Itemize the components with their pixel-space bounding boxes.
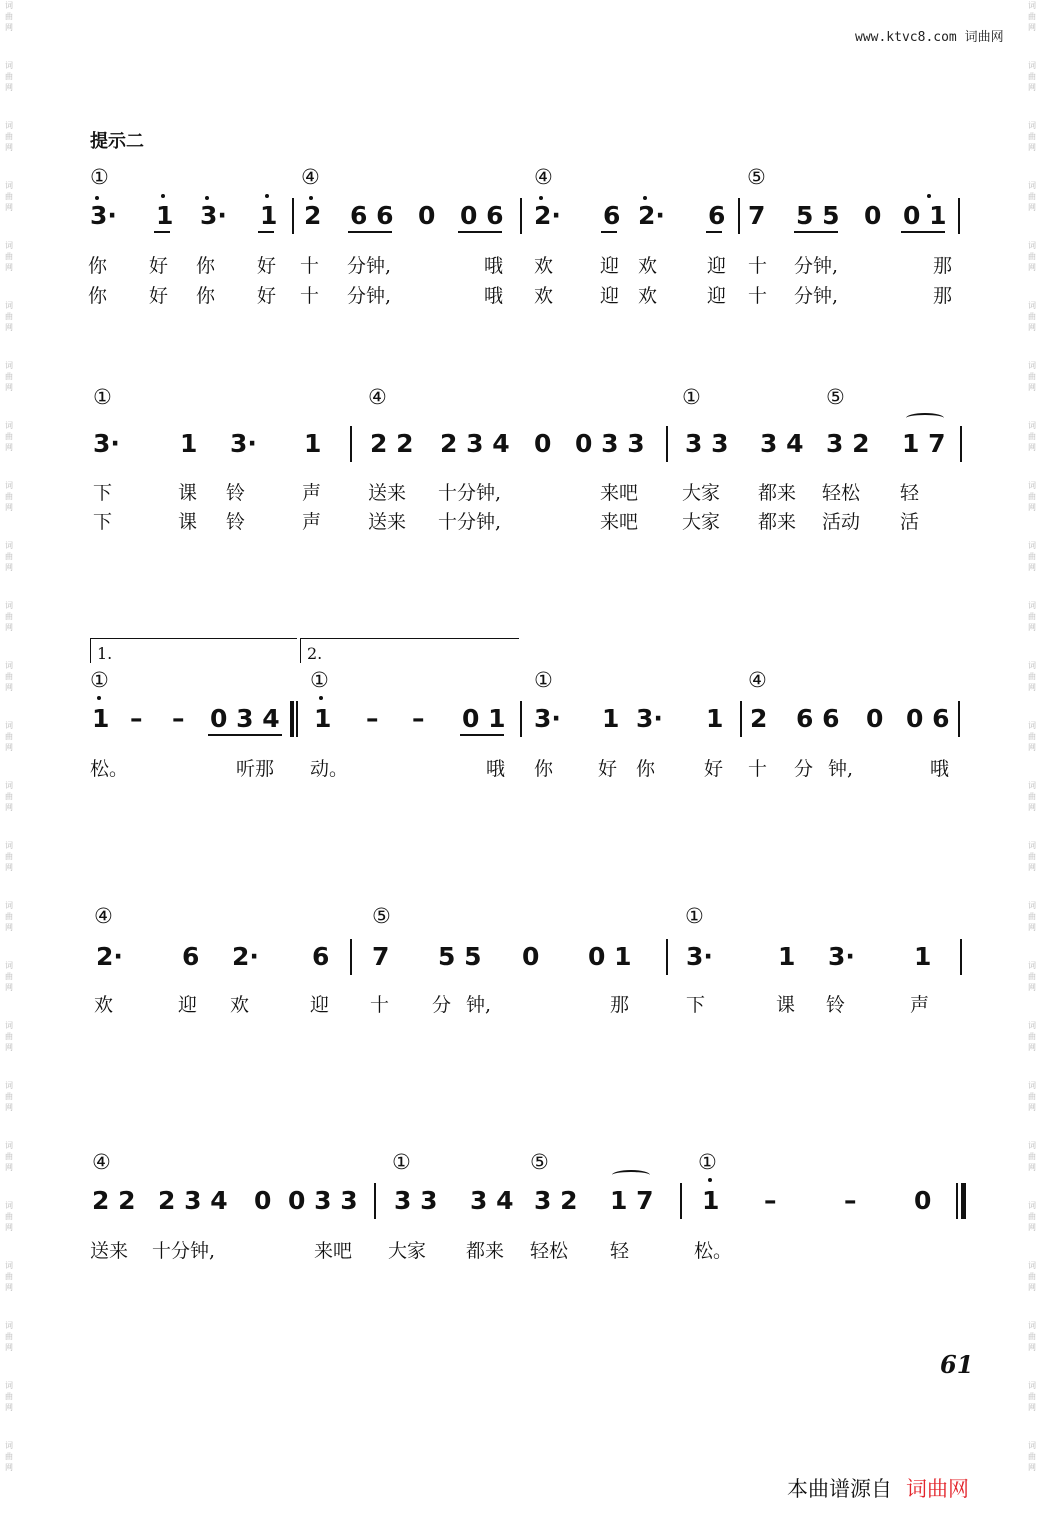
- note: –: [172, 704, 185, 733]
- lyric: 分钟,: [347, 255, 392, 277]
- lyric: 欢: [638, 255, 658, 277]
- note: 0 1: [903, 201, 947, 230]
- note: 0: [254, 1186, 272, 1215]
- octave-dot: [643, 196, 647, 200]
- side-watermark-text: 词 曲 网: [1028, 1261, 1036, 1292]
- lyric: 好: [257, 285, 277, 307]
- repeat-end-barline: [290, 701, 294, 737]
- lyric: 十: [300, 285, 320, 307]
- side-watermark-text: 词 曲 网: [5, 1321, 13, 1352]
- octave-dot: [97, 696, 101, 700]
- note: 3 4: [760, 429, 804, 458]
- note: 6: [312, 942, 330, 971]
- lyric: 那: [933, 255, 953, 277]
- chord-mark: ④: [92, 1150, 111, 1174]
- note: 1: [260, 201, 278, 230]
- lyric: 你: [88, 285, 108, 307]
- side-watermark-text: 词 曲 网: [5, 481, 13, 512]
- note: 2: [304, 201, 322, 230]
- side-watermark-text: 词 曲 网: [1028, 1321, 1036, 1352]
- lyric: 十: [300, 255, 320, 277]
- side-watermark-text: 词 曲 网: [1028, 961, 1036, 992]
- note: 1 7: [610, 1186, 654, 1215]
- lyric: 动。: [310, 758, 349, 780]
- final-barline: [956, 1183, 958, 1219]
- note: 0: [864, 201, 882, 230]
- octave-dot: [927, 194, 931, 198]
- lyric: 好: [598, 758, 618, 780]
- lyric: 送来: [368, 482, 407, 504]
- underline: [901, 231, 945, 233]
- lyric: 松。: [694, 1240, 733, 1262]
- underline: [794, 231, 838, 233]
- side-watermark-text: 词 曲 网: [1028, 421, 1036, 452]
- octave-dot: [205, 196, 209, 200]
- note: 3·: [200, 201, 227, 230]
- lyric: 活动: [822, 511, 861, 533]
- side-watermark-text: 词 曲 网: [5, 961, 13, 992]
- note: 1 7: [902, 429, 946, 458]
- lyric: 哦: [486, 758, 506, 780]
- site-brand-text: 词曲网: [964, 30, 1004, 45]
- note: 6 6: [350, 201, 394, 230]
- right-watermark-strip: [1023, 0, 1041, 1530]
- chord-mark: ④: [301, 165, 320, 189]
- barline: [960, 939, 962, 975]
- side-watermark-text: 词 曲 网: [1028, 721, 1036, 752]
- barline: [958, 701, 960, 737]
- note: 1: [180, 429, 198, 458]
- lyric: 哦: [930, 758, 950, 780]
- lyric: 铃: [826, 994, 846, 1016]
- side-watermark-text: 词 曲 网: [1028, 1141, 1036, 1172]
- note: 6: [182, 942, 200, 971]
- note: 0 3 3: [575, 429, 645, 458]
- side-watermark-text: 词 曲 网: [5, 841, 13, 872]
- lyric: 钟,: [828, 758, 854, 780]
- note: 3·: [93, 429, 120, 458]
- lyric: 大家: [682, 511, 721, 533]
- volta-bracket-2: [300, 638, 519, 663]
- lyric: 迎: [178, 994, 198, 1016]
- underline: [460, 734, 504, 736]
- lyric: 你: [196, 285, 216, 307]
- side-watermark-text: 词 曲 网: [1028, 541, 1036, 572]
- lyric: 分钟,: [794, 255, 839, 277]
- lyric: 送来: [90, 1240, 129, 1262]
- note: –: [412, 704, 425, 733]
- chord-mark: ④: [534, 165, 553, 189]
- side-watermark-text: 词 曲 网: [5, 781, 13, 812]
- note: 3 3: [685, 429, 729, 458]
- lyric: 十分钟,: [438, 482, 502, 504]
- barline: [374, 1183, 376, 1219]
- lyric: 下: [93, 511, 113, 533]
- volta-label: 1.: [97, 644, 113, 663]
- lyric: 都来: [758, 511, 797, 533]
- lyric: 迎: [707, 255, 727, 277]
- lyric: 你: [88, 255, 108, 277]
- lyric: 欢: [534, 255, 554, 277]
- side-watermark-text: 词 曲 网: [1028, 241, 1036, 272]
- lyric: 哦: [484, 255, 504, 277]
- lyric: 你: [534, 758, 554, 780]
- note: 6: [708, 201, 726, 230]
- barline: [292, 198, 294, 234]
- barline: [520, 701, 522, 737]
- lyric: 好: [257, 255, 277, 277]
- note: 0: [534, 429, 552, 458]
- score-system-5: [88, 1150, 968, 1290]
- lyric: 来吧: [314, 1240, 353, 1262]
- chord-mark: ①: [93, 385, 112, 409]
- chord-mark: ④: [368, 385, 387, 409]
- note: 2 3 4: [158, 1186, 228, 1215]
- side-watermark-text: 词 曲 网: [1028, 1081, 1036, 1112]
- note: 3 2: [826, 429, 870, 458]
- chord-mark: ①: [698, 1150, 717, 1174]
- underline: [154, 231, 170, 233]
- note: 3 3: [394, 1186, 438, 1215]
- lyric: 欢: [638, 285, 658, 307]
- underline: [601, 231, 617, 233]
- lyric: 你: [636, 758, 656, 780]
- note: 0 3 3: [288, 1186, 358, 1215]
- side-watermark-text: 词 曲 网: [5, 1021, 13, 1052]
- note: 0 6: [906, 704, 950, 733]
- side-watermark-text: 词 曲 网: [1028, 61, 1036, 92]
- octave-dot: [265, 194, 269, 198]
- lyric: 分: [432, 994, 452, 1016]
- chord-mark: ④: [94, 904, 113, 928]
- note: 1: [304, 429, 322, 458]
- score-system-2: [88, 385, 968, 533]
- chord-mark: ⑤: [826, 385, 845, 409]
- lyric: 轻松: [530, 1240, 569, 1262]
- underline: [208, 734, 282, 736]
- side-watermark-text: 词 曲 网: [5, 1141, 13, 1172]
- final-barline: [961, 1183, 966, 1219]
- side-watermark-text: 词 曲 网: [5, 901, 13, 932]
- octave-dot: [309, 196, 313, 200]
- side-watermark-text: 词 曲 网: [5, 661, 13, 692]
- underline: [258, 231, 274, 233]
- page-number: 61: [940, 1350, 974, 1379]
- note: 3 4: [470, 1186, 514, 1215]
- note: 0 3 4: [210, 704, 280, 733]
- lyric: 声: [910, 994, 930, 1016]
- lyric: 来吧: [600, 482, 639, 504]
- note: 6 6: [796, 704, 840, 733]
- lyric: 铃: [226, 482, 246, 504]
- tie-slur: [612, 1170, 650, 1180]
- note: 3·: [686, 942, 713, 971]
- note: 7: [748, 201, 766, 230]
- footer-prefix: 本曲谱源自: [787, 1477, 892, 1501]
- side-watermark-text: 词 曲 网: [5, 241, 13, 272]
- side-watermark-text: 词 曲 网: [1028, 841, 1036, 872]
- lyric: 声: [302, 482, 322, 504]
- underline: [706, 231, 722, 233]
- note: 2 2: [370, 429, 414, 458]
- underline: [458, 231, 502, 233]
- lyric: 哦: [484, 285, 504, 307]
- note: 2 2: [92, 1186, 136, 1215]
- side-watermark-text: 词 曲 网: [5, 1, 13, 32]
- note: 2: [750, 704, 768, 733]
- barline: [740, 701, 742, 737]
- section-title: 提示二: [90, 131, 144, 152]
- note: 0 1: [462, 704, 506, 733]
- note: 5 5: [796, 201, 840, 230]
- score-system-4: [88, 904, 968, 1044]
- score-system-1: [88, 165, 968, 305]
- lyric: 送来: [368, 511, 407, 533]
- side-watermark-text: 词 曲 网: [5, 1441, 13, 1472]
- side-watermark-text: 词 曲 网: [5, 1261, 13, 1292]
- note: 1: [92, 704, 110, 733]
- source-footer: [787, 1473, 969, 1503]
- side-watermark-text: 词 曲 网: [5, 541, 13, 572]
- note: 1: [602, 704, 620, 733]
- side-watermark-text: 词 曲 网: [1028, 481, 1036, 512]
- chord-mark: ①: [534, 668, 553, 692]
- lyric: 十: [748, 255, 768, 277]
- lyric: 大家: [388, 1240, 427, 1262]
- barline: [680, 1183, 682, 1219]
- tie-slur: [906, 413, 944, 423]
- side-watermark-text: 词 曲 网: [1028, 661, 1036, 692]
- side-watermark-text: 词 曲 网: [5, 61, 13, 92]
- left-watermark-strip: [0, 0, 18, 1530]
- note: 3·: [90, 201, 117, 230]
- lyric: 分钟,: [347, 285, 392, 307]
- note: –: [764, 1186, 777, 1215]
- note: 2·: [232, 942, 259, 971]
- lyric: 你: [196, 255, 216, 277]
- lyric: 大家: [682, 482, 721, 504]
- lyric: 迎: [707, 285, 727, 307]
- barline: [666, 939, 668, 975]
- note: 3·: [230, 429, 257, 458]
- lyric: 迎: [600, 255, 620, 277]
- note: 1: [778, 942, 796, 971]
- note: 3·: [828, 942, 855, 971]
- note: 0: [522, 942, 540, 971]
- lyric: 课: [776, 994, 796, 1016]
- lyric: 那: [933, 285, 953, 307]
- note: 1: [156, 201, 174, 230]
- side-watermark-text: 词 曲 网: [5, 121, 13, 152]
- note: 6: [603, 201, 621, 230]
- site-watermark: [855, 26, 1004, 45]
- lyric: 好: [149, 255, 169, 277]
- side-watermark-text: 词 曲 网: [5, 361, 13, 392]
- note: 0 6: [460, 201, 504, 230]
- chord-mark: ①: [392, 1150, 411, 1174]
- lyric: 松。: [90, 758, 129, 780]
- side-watermark-text: 词 曲 网: [1028, 1021, 1036, 1052]
- note: –: [844, 1186, 857, 1215]
- lyric: 欢: [534, 285, 554, 307]
- lyric: 好: [704, 758, 724, 780]
- side-watermark-text: 词 曲 网: [1028, 1381, 1036, 1412]
- lyric: 都来: [758, 482, 797, 504]
- barline: [738, 198, 740, 234]
- octave-dot: [95, 196, 99, 200]
- lyric: 课: [178, 511, 198, 533]
- barline: [958, 198, 960, 234]
- side-watermark-text: 词 曲 网: [5, 1381, 13, 1412]
- chord-mark: ④: [748, 668, 767, 692]
- volta-label: 2.: [307, 644, 323, 663]
- side-watermark-text: 词 曲 网: [5, 601, 13, 632]
- lyric: 欢: [94, 994, 114, 1016]
- octave-dot: [539, 196, 543, 200]
- lyric: 分钟,: [794, 285, 839, 307]
- note: 1: [702, 1186, 720, 1215]
- lyric: 轻松: [822, 482, 861, 504]
- note: 3·: [534, 704, 561, 733]
- lyric: 十: [748, 285, 768, 307]
- barline: [350, 426, 352, 462]
- chord-mark: ⑤: [530, 1150, 549, 1174]
- lyric: 轻: [900, 482, 920, 504]
- side-watermark-text: 词 曲 网: [5, 421, 13, 452]
- note: 2·: [534, 201, 561, 230]
- barline: [350, 939, 352, 975]
- side-watermark-text: 词 曲 网: [5, 301, 13, 332]
- note: 1: [706, 704, 724, 733]
- side-watermark-text: 词 曲 网: [1028, 121, 1036, 152]
- side-watermark-text: 词 曲 网: [5, 1201, 13, 1232]
- lyric: 钟,: [466, 994, 492, 1016]
- side-watermark-text: 词 曲 网: [1028, 601, 1036, 632]
- note: 1: [914, 942, 932, 971]
- barline: [960, 426, 962, 462]
- side-watermark-text: 词 曲 网: [5, 181, 13, 212]
- octave-dot: [708, 1178, 712, 1182]
- lyric: 分: [794, 758, 814, 780]
- chord-mark: ⑤: [372, 904, 391, 928]
- lyric: 来吧: [600, 511, 639, 533]
- lyric: 欢: [230, 994, 250, 1016]
- side-watermark-text: 词 曲 网: [1028, 901, 1036, 932]
- lyric: 下: [686, 994, 706, 1016]
- lyric: 十: [748, 758, 768, 780]
- underline: [348, 231, 392, 233]
- note: 0: [866, 704, 884, 733]
- site-url-text: www.ktvc8.com: [855, 30, 957, 45]
- lyric: 好: [149, 285, 169, 307]
- side-watermark-text: 词 曲 网: [1028, 301, 1036, 332]
- chord-mark: ①: [682, 385, 701, 409]
- side-watermark-text: 词 曲 网: [1028, 181, 1036, 212]
- volta-bracket-1: [90, 638, 297, 663]
- barline: [666, 426, 668, 462]
- note: 2 3 4: [440, 429, 510, 458]
- lyric: 都来: [466, 1240, 505, 1262]
- side-watermark-text: 词 曲 网: [1028, 781, 1036, 812]
- octave-dot: [319, 696, 323, 700]
- note: 3·: [636, 704, 663, 733]
- note: 3 2: [534, 1186, 578, 1215]
- chord-mark: ①: [90, 668, 109, 692]
- footer-brand-link[interactable]: 词曲网: [906, 1477, 969, 1501]
- note: –: [366, 704, 379, 733]
- lyric: 声: [302, 511, 322, 533]
- chord-mark: ①: [90, 165, 109, 189]
- repeat-end-barline: [296, 701, 298, 737]
- note: 2·: [638, 201, 665, 230]
- note: 7: [372, 942, 390, 971]
- lyric: 迎: [310, 994, 330, 1016]
- side-watermark-text: 词 曲 网: [1028, 1201, 1036, 1232]
- lyric: 十: [370, 994, 390, 1016]
- note: 5 5: [438, 942, 482, 971]
- lyric: 那: [610, 994, 630, 1016]
- side-watermark-text: 词 曲 网: [1028, 1, 1036, 32]
- note: 0 1: [588, 942, 632, 971]
- lyric: 听那: [236, 758, 275, 780]
- score-system-3: [88, 668, 968, 808]
- lyric: 下: [93, 482, 113, 504]
- lyric: 活: [900, 511, 920, 533]
- side-watermark-text: 词 曲 网: [5, 721, 13, 752]
- octave-dot: [161, 194, 165, 198]
- note: –: [130, 704, 143, 733]
- chord-mark: ①: [685, 904, 704, 928]
- lyric: 十分钟,: [438, 511, 502, 533]
- lyric: 轻: [610, 1240, 630, 1262]
- lyric: 铃: [226, 511, 246, 533]
- side-watermark-text: 词 曲 网: [1028, 1441, 1036, 1472]
- chord-mark: ①: [310, 668, 329, 692]
- lyric: 课: [178, 482, 198, 504]
- side-watermark-text: 词 曲 网: [5, 1081, 13, 1112]
- barline: [520, 198, 522, 234]
- chord-mark: ⑤: [747, 165, 766, 189]
- note: 2·: [96, 942, 123, 971]
- side-watermark-text: 词 曲 网: [1028, 361, 1036, 392]
- lyric: 十分钟,: [152, 1240, 216, 1262]
- note: 0: [914, 1186, 932, 1215]
- lyric: 迎: [600, 285, 620, 307]
- note: 0: [418, 201, 436, 230]
- note: 1: [314, 704, 332, 733]
